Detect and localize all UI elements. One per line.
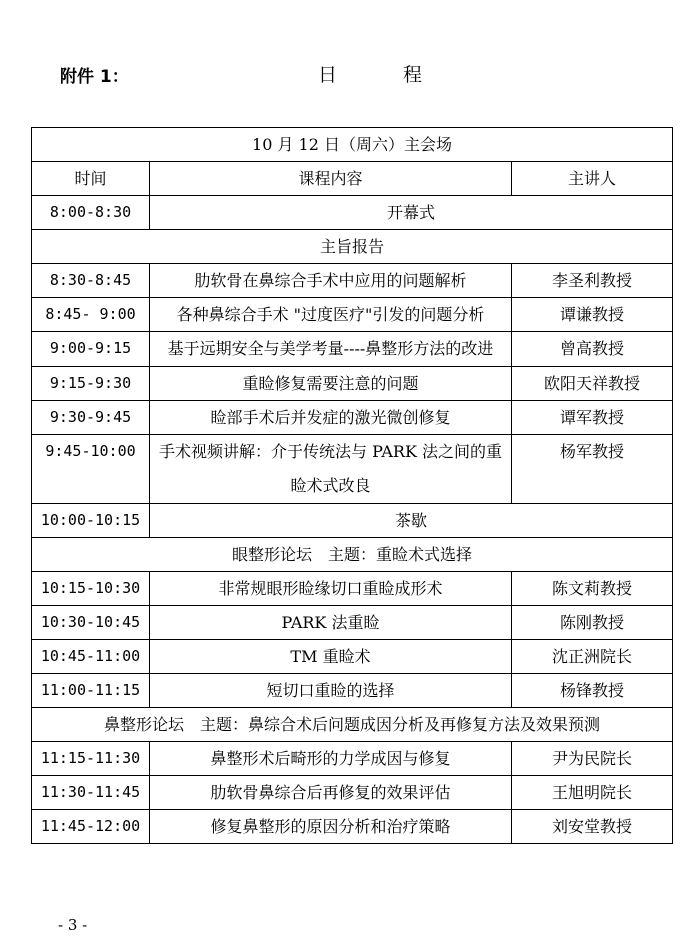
table-row [32, 572, 673, 606]
time-cell: 9:30-9:45 [32, 401, 150, 435]
time-cell: 9:15-9:30 [32, 367, 150, 401]
content-cell: 开幕式 [150, 196, 673, 230]
table-row [32, 435, 673, 504]
attachment-label: 附件 1： [60, 67, 129, 87]
speaker-cell: 陈刚教授 [512, 606, 673, 640]
content-cell: PARK 法重睑 [150, 606, 512, 640]
speaker-cell: 谭谦教授 [512, 298, 673, 332]
column-header-time: 时间 [32, 162, 150, 196]
content-cell: 修复鼻整形的原因分析和治疗策略 [150, 810, 512, 844]
speaker-cell: 陈文莉教授 [512, 572, 673, 606]
time-cell: 10:45-11:00 [32, 640, 150, 674]
time-cell: 11:00-11:15 [32, 674, 150, 708]
column-header-content: 课程内容 [150, 162, 512, 196]
time-cell: 8:00-8:30 [32, 196, 150, 230]
table-row [32, 504, 673, 538]
time-cell: 10:15-10:30 [32, 572, 150, 606]
table-row [32, 367, 673, 401]
time-cell: 11:30-11:45 [32, 776, 150, 810]
speaker-cell: 杨锋教授 [512, 674, 673, 708]
speaker-cell: 刘安堂教授 [512, 810, 673, 844]
table-row [32, 298, 673, 332]
speaker-cell: 尹为民院长 [512, 742, 673, 776]
speaker-cell: 沈正洲院长 [512, 640, 673, 674]
speaker-cell: 李圣利教授 [512, 264, 673, 298]
section-title: 眼整形论坛 主题：重睑术式选择 [32, 538, 673, 572]
content-cell: 非常规眼形睑缘切口重睑成形术 [150, 572, 512, 606]
time-cell: 11:15-11:30 [32, 742, 150, 776]
time-cell: 9:00-9:15 [32, 332, 150, 367]
content-cell: 肋软骨鼻综合后再修复的效果评估 [150, 776, 512, 810]
section-row [32, 708, 673, 742]
table-row [32, 264, 673, 298]
time-cell: 10:30-10:45 [32, 606, 150, 640]
time-cell: 9:45-10:00 [32, 435, 150, 504]
content-cell: 肋软骨在鼻综合手术中应用的问题解析 [150, 264, 512, 298]
table-row [32, 742, 673, 776]
time-cell: 10:00-10:15 [32, 504, 150, 538]
content-cell: TM 重睑术 [150, 640, 512, 674]
column-header-speaker: 主讲人 [512, 162, 673, 196]
content-cell: 各种鼻综合手术 "过度医疗"引发的问题分析 [150, 298, 512, 332]
speaker-cell: 谭军教授 [512, 401, 673, 435]
schedule-table [31, 127, 673, 844]
section-row [32, 230, 673, 264]
time-cell: 8:45- 9:00 [32, 298, 150, 332]
page-title: 日 程 [318, 64, 453, 86]
table-row [32, 196, 673, 230]
speaker-cell: 王旭明院长 [512, 776, 673, 810]
table-row [32, 810, 673, 844]
speaker-cell: 曾高教授 [512, 332, 673, 367]
content-cell: 基于远期安全与美学考量----鼻整形方法的改进 [150, 332, 512, 367]
speaker-cell: 欧阳天祥教授 [512, 367, 673, 401]
day-heading-row [32, 128, 673, 162]
table-row [32, 401, 673, 435]
table-row [32, 332, 673, 367]
time-cell: 11:45-12:00 [32, 810, 150, 844]
content-cell: 手术视频讲解：介于传统法与 PARK 法之间的重睑术式改良 [150, 435, 512, 504]
table-row [32, 606, 673, 640]
content-cell: 短切口重睑的选择 [150, 674, 512, 708]
section-title: 主旨报告 [32, 230, 673, 264]
section-title: 鼻整形论坛 主题：鼻综合术后问题成因分析及再修复方法及效果预测 [32, 708, 673, 742]
speaker-cell: 杨军教授 [512, 435, 673, 504]
table-row [32, 674, 673, 708]
time-cell: 8:30-8:45 [32, 264, 150, 298]
content-cell: 重睑修复需要注意的问题 [150, 367, 512, 401]
table-row [32, 776, 673, 810]
section-row [32, 538, 673, 572]
content-cell: 茶歇 [150, 504, 673, 538]
header-row [32, 162, 673, 196]
content-cell: 鼻整形术后畸形的力学成因与修复 [150, 742, 512, 776]
content-cell: 睑部手术后并发症的激光微创修复 [150, 401, 512, 435]
table-row [32, 640, 673, 674]
day-heading: 10 月 12 日（周六）主会场 [32, 128, 673, 162]
page-number: - 3 - [58, 916, 88, 934]
